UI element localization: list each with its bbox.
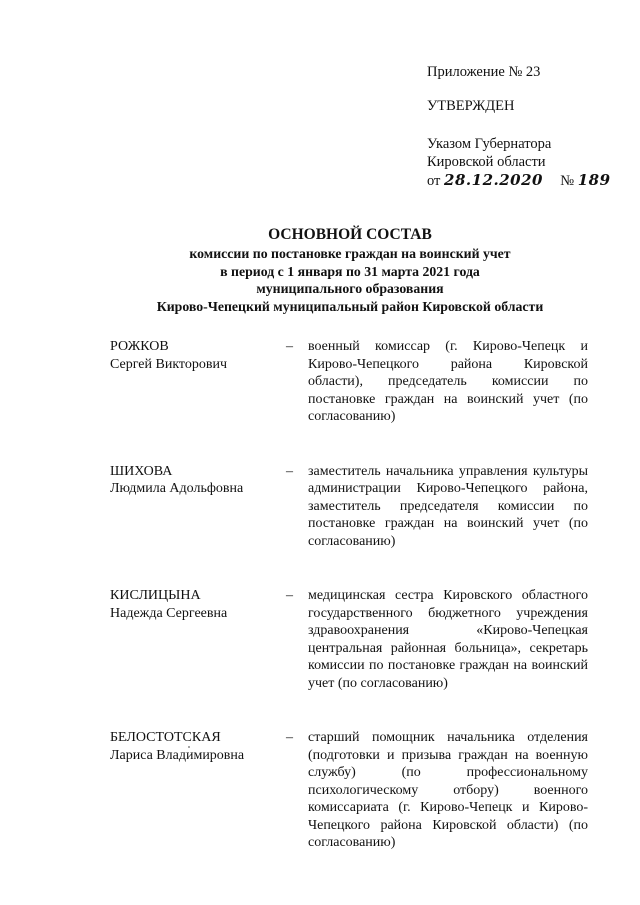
decree-line-2: Кировской области xyxy=(427,154,546,170)
decree-date-line xyxy=(427,171,611,190)
member-given-names: Людмила Адольфовна xyxy=(110,481,244,496)
decree-number: 189 xyxy=(577,171,611,189)
decree-line-1: Указом Губернатора xyxy=(427,136,552,152)
member-surname: РОЖКОВ xyxy=(110,339,169,354)
member-dash: – xyxy=(286,730,293,745)
scan-speck xyxy=(188,746,190,748)
member-name xyxy=(110,338,286,373)
appendix-number: Приложение № 23 xyxy=(427,64,541,80)
heading-line-4: Кирово-Чепецкий муниципальный район Кировской области xyxy=(156,298,544,314)
member-given-names: Надежда Сергеевна xyxy=(110,605,228,621)
member-name xyxy=(110,729,286,764)
date-prefix: от xyxy=(427,173,441,189)
heading-line-2: в период с 1 января по 31 марта 2021 года xyxy=(220,263,480,279)
member-entry xyxy=(110,463,590,551)
member-entry xyxy=(110,338,590,426)
member-dash: – xyxy=(286,588,293,603)
heading-line-3: муниципального образования xyxy=(256,281,444,296)
member-surname: ШИХОВА xyxy=(110,463,173,479)
member-dash: – xyxy=(286,339,293,354)
heading-line-1: комиссии по постановке граждан на воинский учет xyxy=(189,246,511,261)
member-name xyxy=(110,587,286,622)
member-description: старший помощник начальника отделения (подготовки и призыва граждан на военную службу) (по профессиональному психологическому отбору) военного комиссариата (г. Кирово-Чепецк и Кирово-Чепецкого района Кировской области) (по согласованию) xyxy=(308,730,588,850)
member-given-names: Сергей Викторович xyxy=(110,356,228,372)
member-description: заместитель начальника управления культуры администрации Кирово-Чепецкого района, заместитель председателя комиссии по постановке граждан на воинский учет (по согласованию) xyxy=(308,463,588,549)
member-description: медицинская сестра Кировского областного государственного бюджетного учреждения здравоохранения «Кирово-Чепецкая центральная районная больница», секретарь комиссии по постановке граждан на воинский учет (по согласованию) xyxy=(308,588,588,691)
decree-date: 28.12.2020 xyxy=(444,171,543,189)
members-list xyxy=(110,338,590,852)
member-entry xyxy=(110,729,590,852)
member-name xyxy=(110,463,286,498)
document-title: ОСНОВНОЙ СОСТАВ xyxy=(268,226,432,243)
number-prefix: № xyxy=(560,173,575,189)
member-given-names: Лариса Владимировна xyxy=(110,747,245,763)
member-surname: БЕЛОСТОТСКАЯ xyxy=(110,730,221,745)
member-description: военный комиссар (г. Кирово-Чепецк и Кирово-Чепецкого района Кировской области), председатель комиссии по постановке граждан на воинский учет (по согласованию) xyxy=(308,339,588,424)
member-dash: – xyxy=(286,463,293,479)
approval-block xyxy=(427,63,611,190)
document-heading xyxy=(90,225,610,315)
member-surname: КИСЛИЦЫНА xyxy=(110,588,201,603)
member-entry xyxy=(110,587,590,692)
approved-label: УТВЕРЖДЕН xyxy=(427,98,515,114)
